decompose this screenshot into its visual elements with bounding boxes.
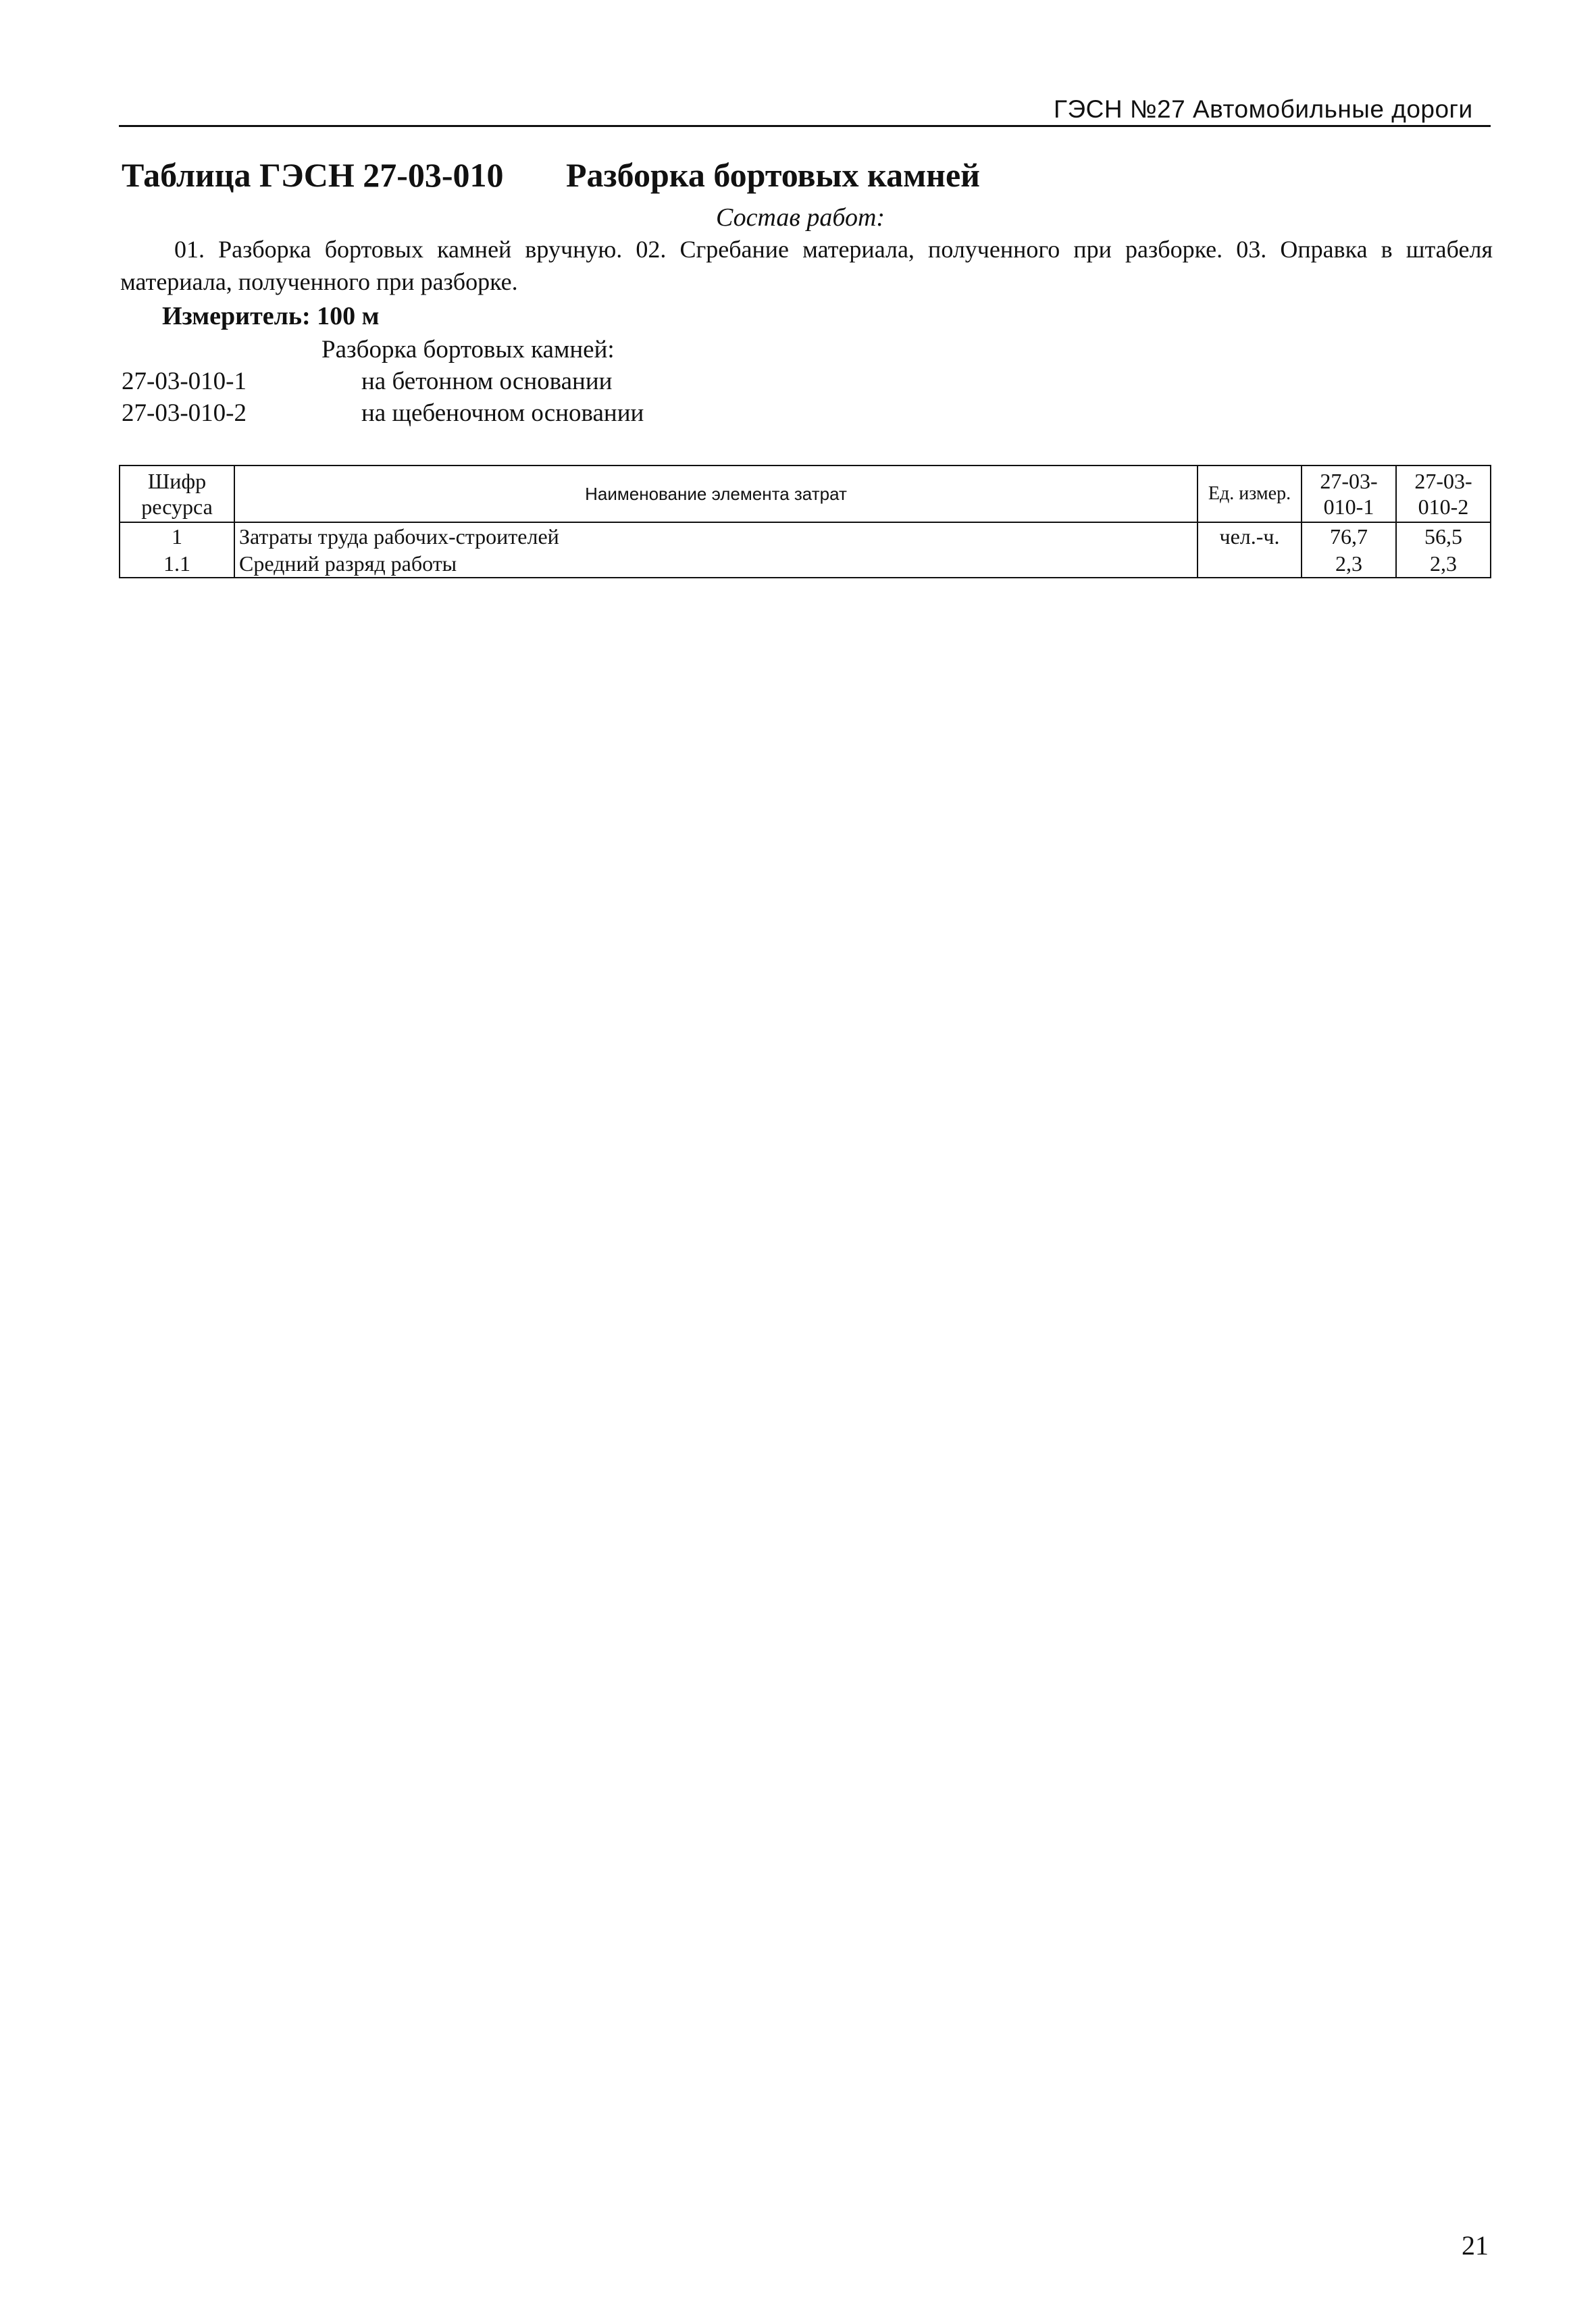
row-name: Затраты труда рабочих-строителей (234, 522, 1198, 550)
row-value-1: 76,7 (1302, 522, 1396, 550)
header-col2: 27-03-010-2 (1396, 466, 1491, 522)
header-name: Наименование элемента затрат (234, 466, 1198, 522)
meter-value: 100 м (317, 302, 380, 330)
row-name: Средний разряд работы (234, 550, 1198, 578)
row-code: 1 (120, 522, 234, 550)
row-unit: чел.-ч. (1198, 522, 1302, 550)
items-heading: Разборка бортовых камней: (321, 336, 615, 363)
running-title: ГЭСН №27 Автомобильные дороги (1054, 95, 1473, 123)
row-code: 1.1 (120, 550, 234, 578)
table-row (120, 550, 1491, 578)
header-code: Шифр ресурса (120, 466, 234, 522)
meter (162, 301, 380, 331)
table-id: Таблица ГЭСН 27-03-010 (122, 156, 504, 194)
table-header-row (120, 466, 1491, 522)
resource-table (119, 465, 1491, 578)
header-rule (119, 125, 1491, 127)
table-row (120, 522, 1491, 550)
row-unit (1198, 550, 1302, 578)
item-code: 27-03-010-2 (122, 399, 247, 427)
header-unit: Ед. измер. (1198, 466, 1302, 522)
row-value-1: 2,3 (1302, 550, 1396, 578)
meter-label: Измеритель: (162, 302, 311, 330)
item-code: 27-03-010-1 (122, 368, 247, 395)
row-value-2: 56,5 (1396, 522, 1491, 550)
page-number: 21 (1462, 2230, 1489, 2261)
table-title: Разборка бортовых камней (566, 156, 980, 194)
work-composition-heading: Состав работ: (716, 203, 885, 232)
item-text: на щебеночном основании (361, 399, 644, 427)
row-value-2: 2,3 (1396, 550, 1491, 578)
header-col1: 27-03-010-1 (1302, 466, 1396, 522)
item-text: на бетонном основании (361, 368, 613, 395)
work-composition-text: 01. Разборка бортовых камней вручную. 02. Сгребание материала, полученного при разборке. 03. Оправка в штабеля материала, полученного при разборке. (120, 236, 1493, 295)
